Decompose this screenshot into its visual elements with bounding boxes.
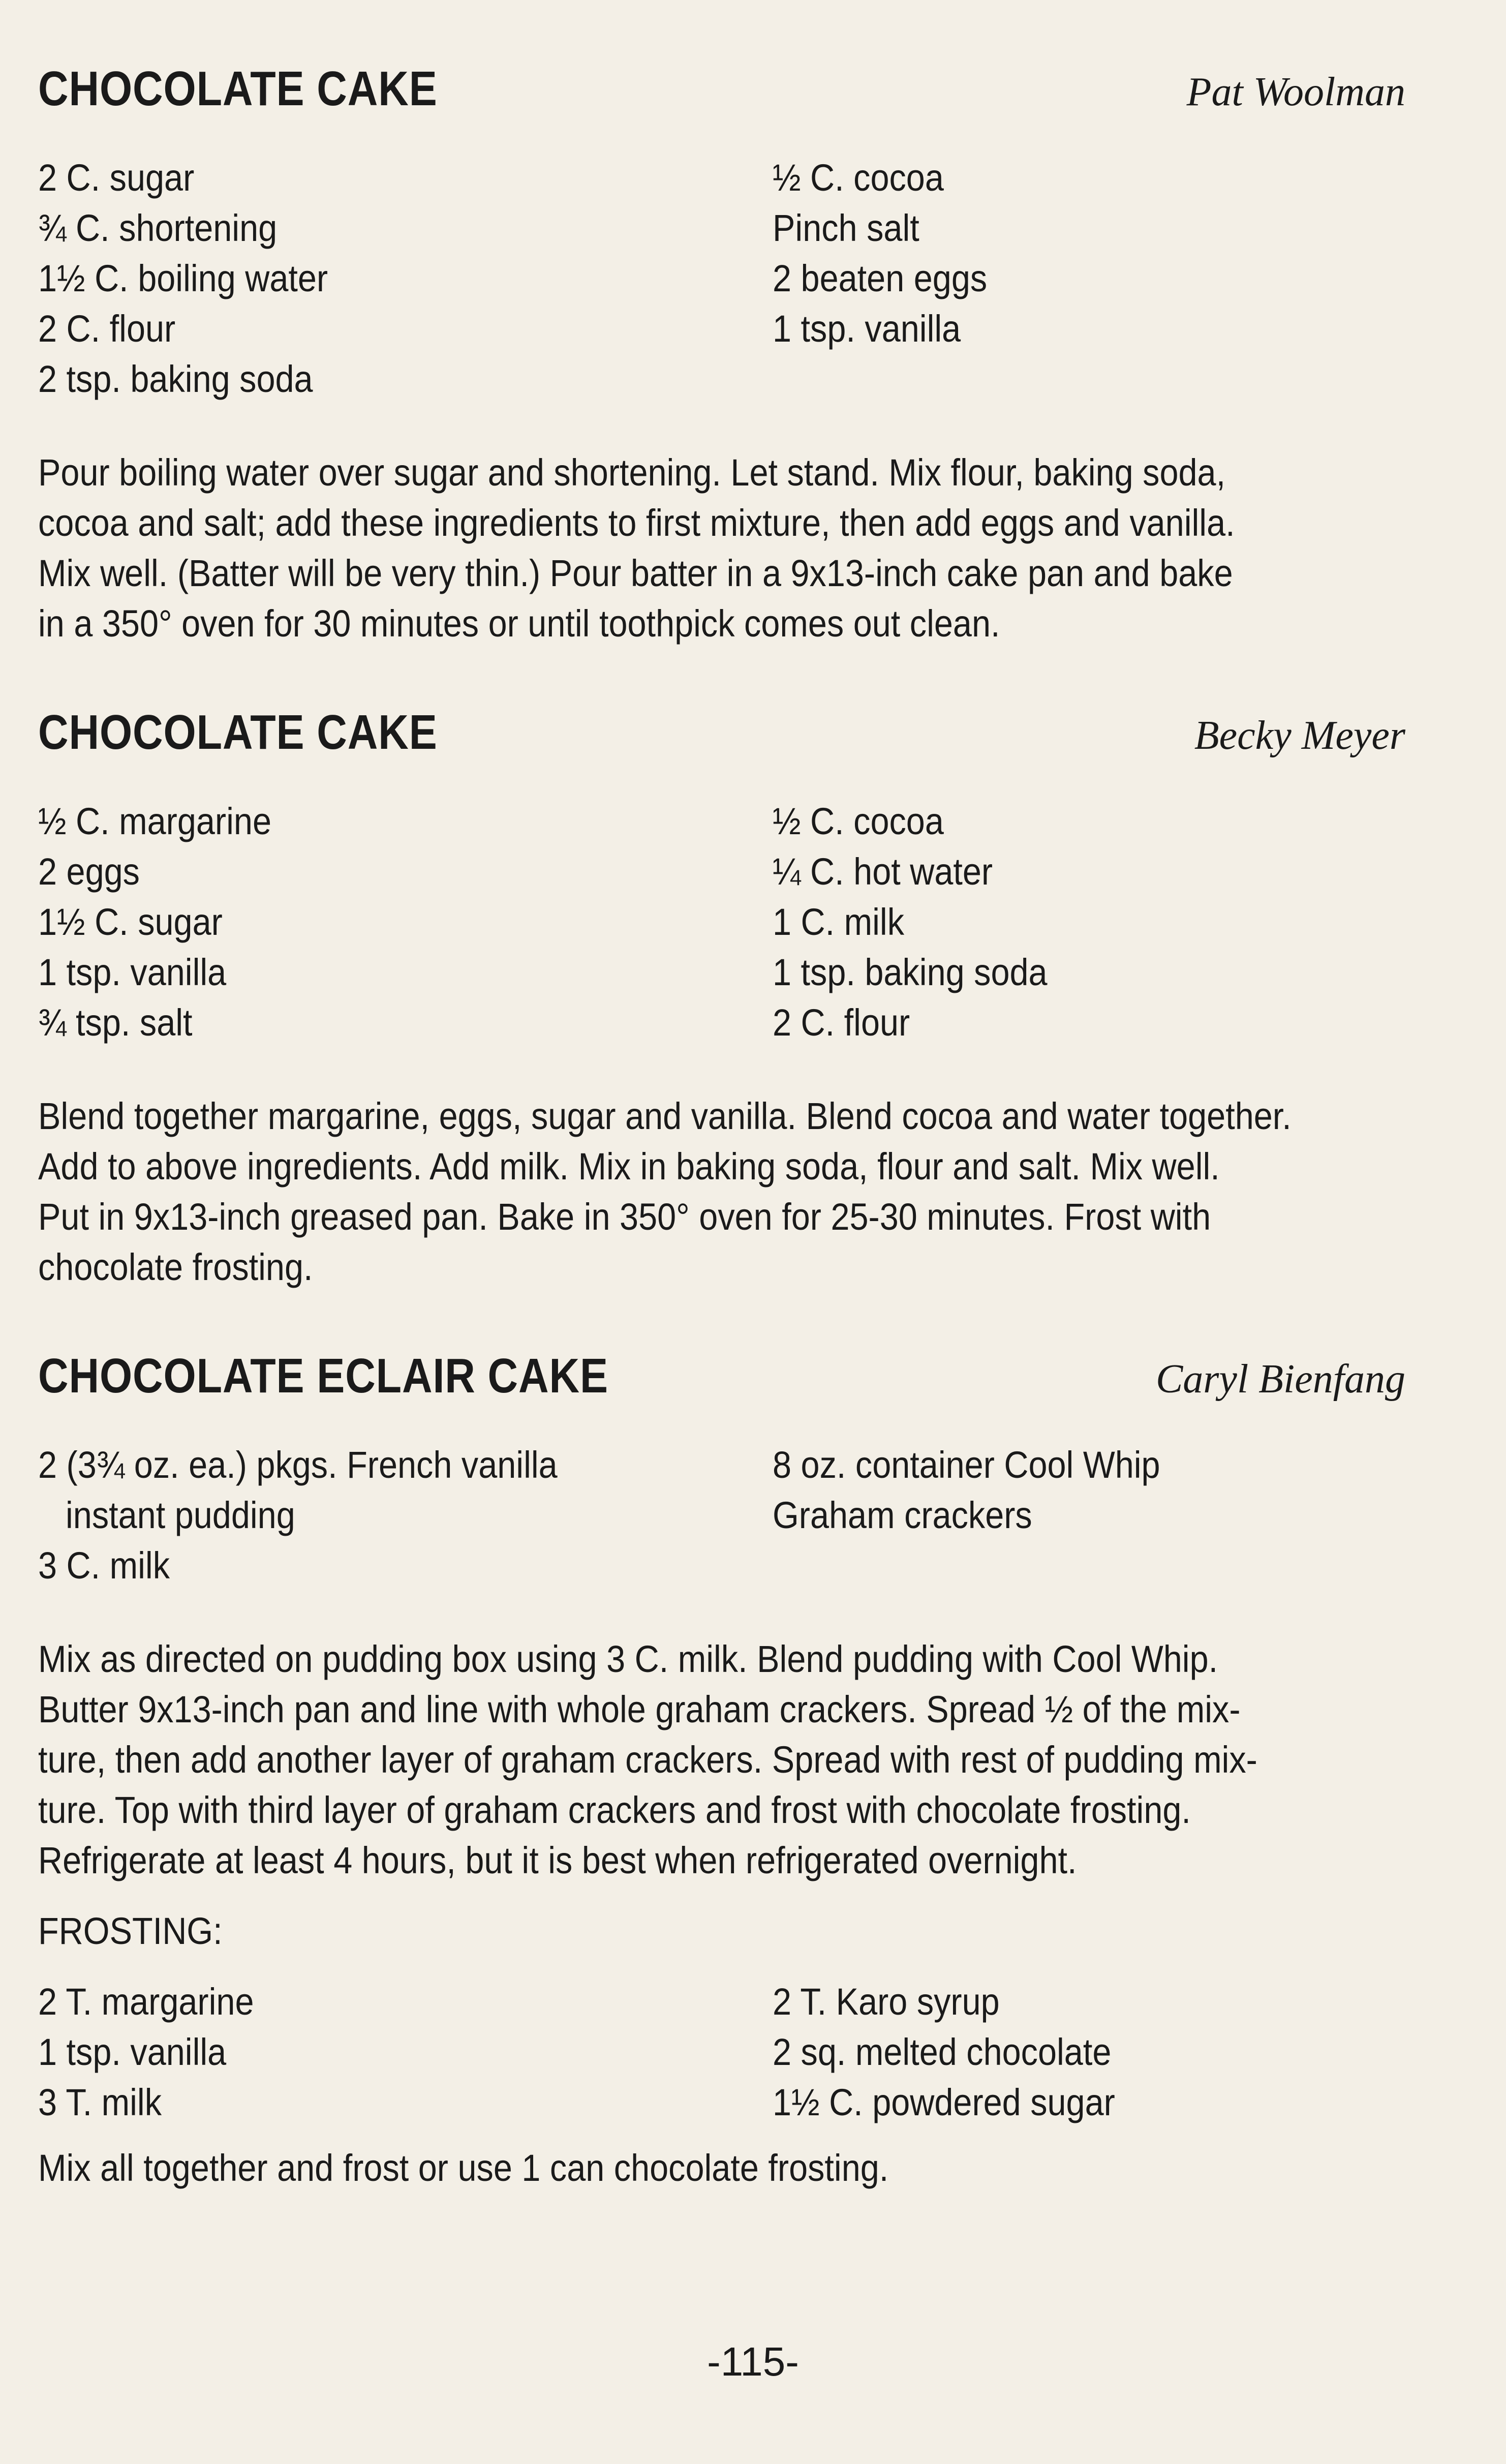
ingredient: Graham crackers (773, 1494, 1032, 1536)
directions-line: Butter 9x13-inch pan and line with whole graham crackers. Spread ½ of the mix- (38, 1688, 1241, 1730)
ingredient: 1 tsp. vanilla (38, 2031, 227, 2073)
recipe-directions (38, 1634, 1405, 1885)
recipe-chocolate-cake-woolman (38, 61, 1405, 649)
ingredients-right (773, 1440, 1405, 1591)
frosting-left (38, 1976, 773, 2127)
ingredient: 8 oz. container Cool Whip (773, 1444, 1160, 1486)
recipe-title: CHOCOLATE CAKE (38, 705, 438, 759)
ingredient: 2 (3¾ oz. ea.) pkgs. French vanilla (38, 1444, 558, 1486)
ingredients-right (773, 153, 1405, 404)
directions-line: Add to above ingredients. Add milk. Mix in baking soda, flour and salt. Mix well. (38, 1145, 1220, 1188)
directions-line: Mix well. (Batter will be very thin.) Pour batter in a 9x13-inch cake pan and bake (38, 552, 1233, 594)
recipe-author: Becky Meyer (1194, 713, 1405, 758)
directions-line: ture, then add another layer of graham crackers. Spread with rest of pudding mix- (38, 1739, 1257, 1781)
recipe-author: Pat Woolman (1186, 70, 1405, 114)
ingredient: 2 T. Karo syrup (773, 1981, 1000, 2023)
frosting-directions: Mix all together and frost or use 1 can chocolate frosting. (38, 2147, 889, 2189)
ingredient: 3 C. milk (38, 1544, 170, 1587)
directions-line: Pour boiling water over sugar and shortening. Let stand. Mix flour, baking soda, (38, 451, 1226, 494)
directions-line: Refrigerate at least 4 hours, but it is best when refrigerated overnight. (38, 1839, 1077, 1881)
ingredients-left (38, 153, 773, 404)
frosting-label: FROSTING: (38, 1910, 223, 1952)
ingredients-left (38, 1440, 773, 1591)
ingredient: 1½ C. powdered sugar (773, 2081, 1115, 2123)
recipe-directions (38, 447, 1405, 649)
recipe-header (38, 1348, 1405, 1419)
recipe-author: Caryl Bienfang (1155, 1357, 1405, 1402)
ingredient: 1 tsp. vanilla (38, 951, 227, 993)
ingredient: 2 C. flour (38, 308, 176, 350)
ingredient-columns (38, 796, 1405, 1048)
directions-line: in a 350° oven for 30 minutes or until toothpick comes out clean. (38, 602, 1000, 645)
directions-line: ture. Top with third layer of graham crackers and frost with chocolate frosting. (38, 1789, 1191, 1831)
recipe-title: CHOCOLATE ECLAIR CAKE (38, 1349, 608, 1403)
recipe-directions (38, 1091, 1405, 1292)
ingredient: ½ C. margarine (38, 800, 271, 842)
frosting-right (773, 1976, 1405, 2127)
ingredients-left (38, 796, 773, 1048)
ingredient-columns (38, 153, 1405, 404)
ingredient: 2 sq. melted chocolate (773, 2031, 1112, 2073)
ingredients-right (773, 796, 1405, 1048)
ingredient: ½ C. cocoa (773, 157, 944, 199)
cookbook-page (38, 61, 1405, 2193)
recipe-chocolate-cake-meyer (38, 705, 1405, 1292)
directions-line: Blend together margarine, eggs, sugar and vanilla. Blend cocoa and water together. (38, 1095, 1292, 1137)
directions-line: Put in 9x13-inch greased pan. Bake in 350° oven for 25-30 minutes. Frost with (38, 1196, 1211, 1238)
ingredient: 1 tsp. baking soda (773, 951, 1048, 993)
directions-line: Mix as directed on pudding box using 3 C. milk. Blend pudding with Cool Whip. (38, 1638, 1218, 1680)
ingredient: 2 C. sugar (38, 157, 195, 199)
recipe-header (38, 705, 1405, 776)
ingredient: 1 tsp. vanilla (773, 308, 961, 350)
ingredient: 2 tsp. baking soda (38, 358, 313, 400)
directions-line: cocoa and salt; add these ingredients to first mixture, then add eggs and vanilla. (38, 502, 1235, 544)
ingredient-columns (38, 1440, 1405, 1591)
ingredient: ¾ tsp. salt (38, 1001, 193, 1044)
ingredient: 2 T. margarine (38, 1981, 254, 2023)
ingredient: 3 T. milk (38, 2081, 162, 2123)
directions-line: chocolate frosting. (38, 1246, 313, 1288)
ingredient: 1½ C. boiling water (38, 257, 328, 299)
ingredient: instant pudding (66, 1494, 295, 1536)
ingredient: ¾ C. shortening (38, 207, 278, 249)
ingredient: 2 C. flour (773, 1001, 910, 1044)
ingredient: 1 C. milk (773, 901, 905, 943)
frosting-columns (38, 1976, 1405, 2127)
ingredient: Pinch salt (773, 207, 919, 249)
ingredient: ¼ C. hot water (773, 850, 993, 893)
recipe-title: CHOCOLATE CAKE (38, 62, 438, 116)
recipe-chocolate-eclair-cake (38, 1348, 1405, 2193)
recipe-header (38, 61, 1405, 132)
ingredient: ½ C. cocoa (773, 800, 944, 842)
ingredient: 2 eggs (38, 850, 140, 893)
ingredient: 1½ C. sugar (38, 901, 223, 943)
ingredient: 2 beaten eggs (773, 257, 988, 299)
page-number: -115- (707, 2339, 799, 2384)
